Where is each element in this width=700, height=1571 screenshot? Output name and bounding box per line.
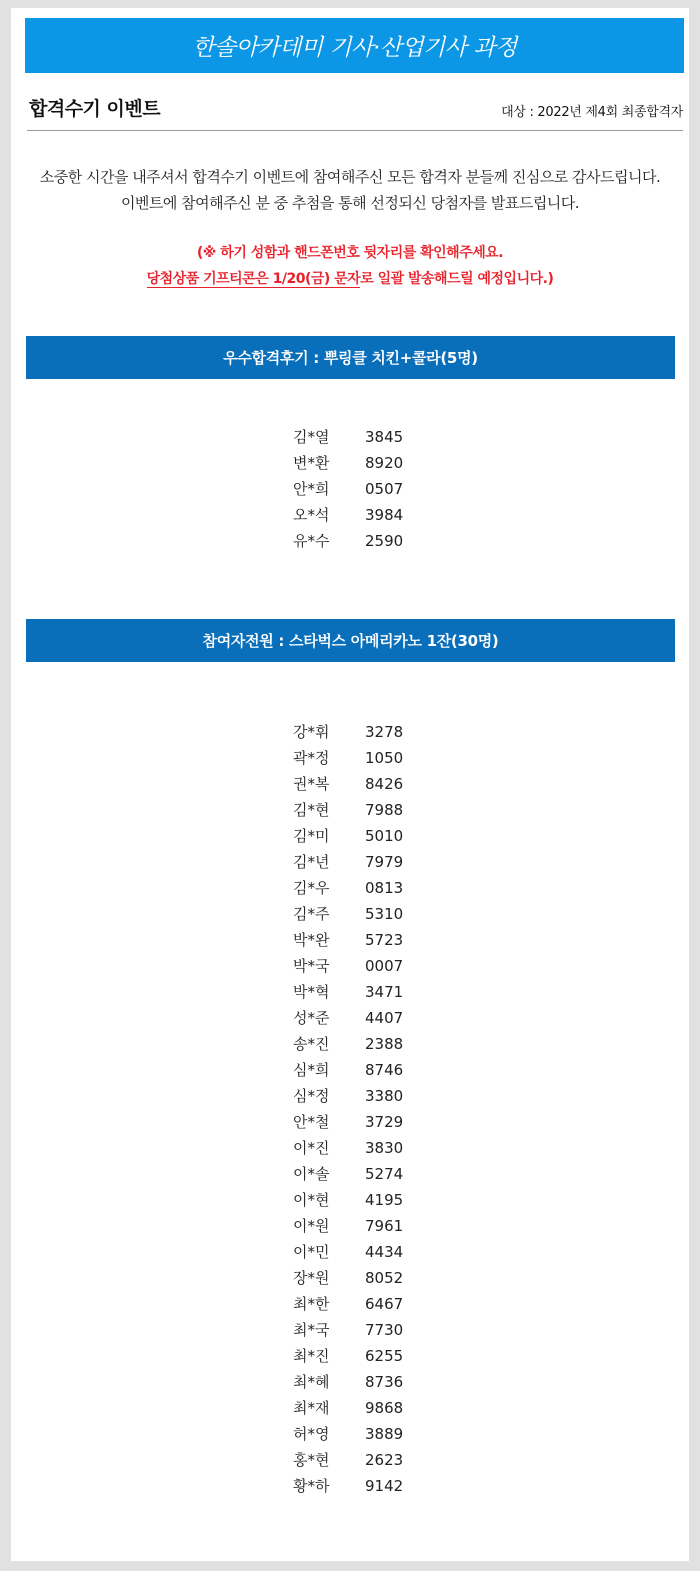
winner-row	[11, 1369, 689, 1395]
winner-row	[11, 1265, 689, 1291]
winner-name: 박*혁	[293, 983, 330, 1001]
course-banner	[25, 18, 684, 73]
winner-name: 최*재	[293, 1399, 330, 1417]
winner-row	[11, 1343, 689, 1369]
winner-phone-digits: 3729	[365, 1113, 404, 1131]
winner-phone-digits: 3380	[365, 1087, 404, 1105]
winner-phone-digits: 5310	[365, 905, 404, 923]
winner-name: 박*완	[293, 931, 330, 949]
winner-name: 곽*정	[293, 749, 330, 767]
winner-phone-digits: 8746	[365, 1061, 404, 1079]
winner-name: 오*석	[293, 506, 330, 524]
winner-row	[11, 450, 689, 476]
winner-name: 강*휘	[293, 723, 330, 741]
winner-row	[11, 1161, 689, 1187]
winner-name: 이*민	[293, 1243, 330, 1261]
winner-name: 김*현	[293, 801, 330, 819]
winner-phone-digits: 4195	[365, 1191, 404, 1209]
winner-row	[11, 1031, 689, 1057]
notice-text	[11, 240, 689, 292]
winner-row	[11, 1317, 689, 1343]
winner-list-best-review	[11, 424, 689, 554]
winner-row	[11, 1135, 689, 1161]
winner-row	[11, 719, 689, 745]
winner-phone-digits: 5723	[365, 931, 404, 949]
winner-name: 유*수	[293, 532, 330, 550]
winner-phone-digits: 2590	[365, 532, 404, 550]
section-title-best-review	[26, 336, 675, 379]
winner-name: 최*국	[293, 1321, 330, 1339]
winner-phone-digits: 3845	[365, 428, 404, 446]
winner-phone-digits: 0813	[365, 879, 404, 897]
winner-phone-digits: 8736	[365, 1373, 404, 1391]
winner-name: 허*영	[293, 1425, 330, 1443]
winner-phone-digits: 6467	[365, 1295, 404, 1313]
winner-name: 최*혜	[293, 1373, 330, 1391]
notice-underlined: 당첨상품 기프티콘은 1/20(금) 문자	[146, 271, 361, 287]
winner-row	[11, 1395, 689, 1421]
winner-phone-digits: 7730	[365, 1321, 404, 1339]
notice-rest: 로 일괄 발송해드릴 예정입니다.)	[360, 271, 554, 287]
winner-name: 김*우	[293, 879, 330, 897]
winner-name: 이*원	[293, 1217, 330, 1235]
winner-row	[11, 1239, 689, 1265]
winner-row	[11, 823, 689, 849]
heading-row	[27, 88, 683, 131]
winner-phone-digits: 7961	[365, 1217, 404, 1235]
winner-row	[11, 1447, 689, 1473]
winner-phone-digits: 8426	[365, 775, 404, 793]
winner-list-participants	[11, 719, 689, 1499]
winner-name: 김*주	[293, 905, 330, 923]
winner-name: 김*열	[293, 428, 330, 446]
winner-phone-digits: 3984	[365, 506, 404, 524]
winner-row	[11, 745, 689, 771]
winner-row	[11, 1291, 689, 1317]
winner-row	[11, 849, 689, 875]
winner-row	[11, 797, 689, 823]
winner-row	[11, 771, 689, 797]
winner-row	[11, 476, 689, 502]
winner-name: 황*하	[293, 1477, 330, 1495]
intro-line-1: 소중한 시간을 내주셔서 합격수기 이벤트에 참여해주신 모든 합격자 분들께 진심으로 감사드립니다.	[39, 168, 661, 186]
winner-phone-digits: 3278	[365, 723, 404, 741]
event-card	[11, 8, 689, 1561]
winner-name: 김*미	[293, 827, 330, 845]
winner-phone-digits: 2388	[365, 1035, 404, 1053]
section-title-text: 우수합격후기 : 뿌링클 치킨+콜라(5명)	[223, 349, 478, 367]
winner-name: 최*진	[293, 1347, 330, 1365]
winner-row	[11, 1473, 689, 1499]
winner-phone-digits: 8920	[365, 454, 404, 472]
notice-line-2	[11, 266, 689, 292]
winner-row	[11, 424, 689, 450]
winner-phone-digits: 9142	[365, 1477, 404, 1495]
winner-phone-digits: 1050	[365, 749, 404, 767]
winner-phone-digits: 3830	[365, 1139, 404, 1157]
winner-name: 변*환	[293, 454, 330, 472]
winner-name: 장*원	[293, 1269, 330, 1287]
winner-phone-digits: 2623	[365, 1451, 404, 1469]
winner-name: 김*년	[293, 853, 330, 871]
winner-name: 심*희	[293, 1061, 330, 1079]
winner-row	[11, 1083, 689, 1109]
winner-phone-digits: 6255	[365, 1347, 404, 1365]
winner-row	[11, 1213, 689, 1239]
intro-line-2: 이벤트에 참여해주신 분 중 추첨을 통해 선정되신 당첨자를 발표드립니다.	[120, 194, 580, 212]
winner-row	[11, 901, 689, 927]
winner-phone-digits: 5274	[365, 1165, 404, 1183]
winner-name: 안*희	[293, 480, 330, 498]
winner-phone-digits: 4407	[365, 1009, 404, 1027]
winner-name: 최*한	[293, 1295, 330, 1313]
winner-name: 홍*현	[293, 1451, 330, 1469]
banner-title: 한솔아카데미 기사·산업기사 과정	[192, 35, 517, 61]
winner-name: 권*복	[293, 775, 330, 793]
winner-name: 성*준	[293, 1009, 330, 1027]
intro-text	[11, 164, 689, 216]
winner-row	[11, 528, 689, 554]
winner-name: 박*국	[293, 957, 330, 975]
winner-phone-digits: 7979	[365, 853, 404, 871]
target-label: 대상 : 2022년 제4회 최종합격자	[501, 105, 683, 120]
page-title: 합격수기 이벤트	[29, 98, 161, 120]
winner-row	[11, 502, 689, 528]
winner-phone-digits: 0507	[365, 480, 404, 498]
winner-row	[11, 953, 689, 979]
winner-phone-digits: 9868	[365, 1399, 404, 1417]
winner-row	[11, 1109, 689, 1135]
winner-row	[11, 1421, 689, 1447]
section-title-participants	[26, 619, 675, 662]
winner-row	[11, 1187, 689, 1213]
winner-name: 안*철	[293, 1113, 330, 1131]
section-title-text: 참여자전원 : 스타벅스 아메리카노 1잔(30명)	[202, 632, 499, 650]
winner-name: 이*현	[293, 1191, 330, 1209]
winner-row	[11, 1057, 689, 1083]
winner-name: 심*정	[293, 1087, 330, 1105]
winner-phone-digits: 4434	[365, 1243, 404, 1261]
winner-name: 이*진	[293, 1139, 330, 1157]
winner-phone-digits: 3471	[365, 983, 404, 1001]
winner-phone-digits: 8052	[365, 1269, 404, 1287]
winner-row	[11, 927, 689, 953]
winner-phone-digits: 0007	[365, 957, 404, 975]
winner-phone-digits: 3889	[365, 1425, 404, 1443]
notice-line-1: (※ 하기 성함과 핸드폰번호 뒷자리를 확인해주세요.	[196, 245, 504, 261]
winner-name: 송*진	[293, 1035, 330, 1053]
winner-phone-digits: 7988	[365, 801, 404, 819]
winner-row	[11, 1005, 689, 1031]
winner-phone-digits: 5010	[365, 827, 404, 845]
winner-row	[11, 979, 689, 1005]
winner-row	[11, 875, 689, 901]
winner-name: 이*솔	[293, 1165, 330, 1183]
